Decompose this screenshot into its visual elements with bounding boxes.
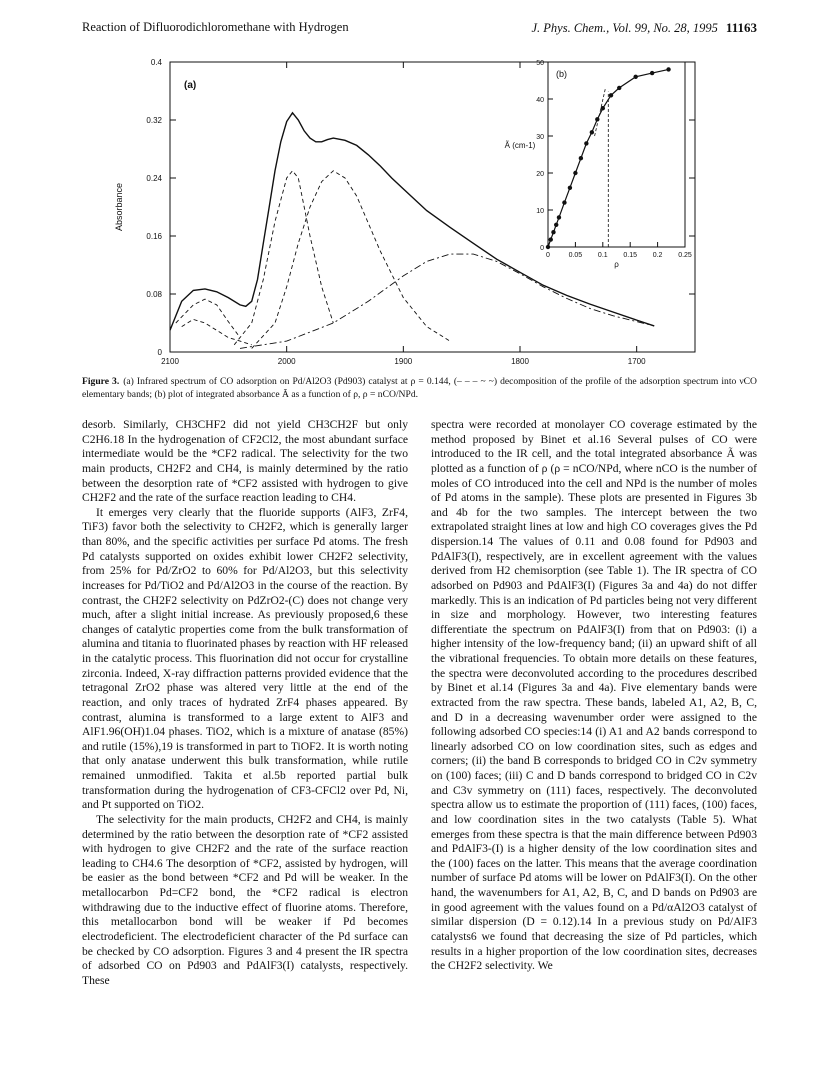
x-axis-label-a [392, 369, 474, 370]
y-tick-label-b: 50 [536, 60, 544, 67]
data-point-b [633, 75, 637, 79]
y-axis-label-b: Ã (cm-1) [504, 141, 536, 150]
running-title: Reaction of Difluorodichloromethane with Hydrogen [82, 20, 349, 34]
data-point-b [609, 93, 613, 97]
x-tick-label-b: 0.25 [678, 252, 692, 259]
y-axis-label-a: Absorbance [114, 182, 124, 232]
x-tick-label-a: 1800 [511, 357, 529, 366]
y-tick-label-b: 10 [536, 208, 544, 215]
x-tick-label-b: 0.2 [652, 252, 663, 259]
x-tick-label-a: 2000 [277, 357, 296, 366]
journal-name: J. Phys. Chem., Vol. 99, No. 28, 1995 [531, 21, 718, 35]
data-point-b [617, 86, 621, 90]
y-tick-label-b: 20 [536, 171, 544, 178]
data-point-b [568, 186, 572, 190]
text-column-right [431, 418, 757, 974]
data-point-b [650, 71, 654, 75]
data-point-b [573, 171, 577, 175]
data-point-b [584, 141, 588, 145]
data-point-b [554, 223, 558, 227]
data-point-b [546, 245, 550, 249]
data-point-b [666, 67, 670, 71]
panel-b-label: (b) [556, 69, 567, 79]
data-point-b [579, 156, 583, 160]
data-point-b [595, 117, 599, 121]
y-tick-label-a: 0.08 [146, 290, 162, 299]
data-point-b [557, 215, 561, 219]
figure-3 [0, 40, 820, 370]
data-point-b [551, 230, 555, 234]
deconvoluted-band-5 [240, 254, 654, 348]
y-tick-label-b: 40 [536, 97, 544, 104]
y-tick-label-a: 0.24 [146, 174, 162, 183]
x-tick-label-b: 0 [546, 252, 550, 259]
y-tick-label-a: 0.16 [146, 232, 162, 241]
deconvoluted-band-2 [182, 319, 252, 344]
paragraph: It emerges very clearly that the fluoride supports (AlF3, ZrF4, TiF3) favor both the selectivity to CH2F2, which is generally larger than 80%, and the specific activities per surface Pd atoms. The fresh Pd catalysts supported on oxides exhibit lower CH2F2 selectivity, from 25% for Pd/ZrO2 to 60% for Pd/Al2O3, but this selectivity increases for Pd/TiO2 and Pd/Al2O3 in the course of the reaction. By contrast, the CH2F2 selectivity on PdZrO2-(C) does not change very much, after a slight initial increase. As previously proposed,6 these changes of catalytic properties come from the bulk transformation of alumina and titania to fluorinated phases by reaction with HF released in the catalytic process. This fluorination did not occur for crystalline zirconia. Indeed, X-ray diffraction patterns provided evidence that the tetragonal ZrO2 phase was altered very little at the end of the reaction, and only traces of hydrated ZrF4 phases appeared. By contrast, alumina is transformed to a large extent to AlF3 and AlF1.96(OH)1.04 phases. TiO2, which is a mixture of anatase (85%) and rutile (15%),19 is transformed in part to TiOF2. It is worth noting that only anatase underwent this bulk transformation, while rutile remained unmodified. Takita et al.5b reported partial bulk transformation during the hydrogenation of CF3-CFCl2 over Pd, Ni, and Pt supported on TiO2. [82, 505, 408, 812]
deconvoluted-band-1 [176, 299, 240, 337]
data-point-b [562, 200, 566, 204]
x-tick-label-a: 1700 [627, 357, 646, 366]
x-tick-label-b: 0.15 [623, 252, 638, 259]
deconvoluted-band-3 [234, 171, 333, 345]
figure-3-svg [0, 40, 820, 370]
running-header [82, 20, 757, 38]
y-tick-label-a: 0 [157, 348, 162, 357]
x-tick-label-a: 2100 [161, 357, 179, 366]
text-column-left [82, 418, 408, 988]
y-tick-label-a: 0.4 [150, 58, 162, 67]
y-tick-label-a: 0.32 [146, 116, 162, 125]
data-point-b [590, 130, 594, 134]
figure-caption [82, 376, 757, 401]
x-tick-label-b: 0.05 [568, 252, 583, 259]
paragraph: desorb. Similarly, CH3CHF2 did not yield CH3CH2F but only C2H6.18 In the hydrogenation of CF2Cl2, the most abundant surface intermediate would be the *CF2 radical. The selectivity for the two main products, CH2F2 and CH4, is mainly determined by the ratio between the desorption rate of *CF2 assisted with hydrogen to give CH2F2 and the rate of the surface reaction leading to CH4. [82, 418, 408, 505]
x-tick-label-a: 1900 [394, 357, 413, 366]
paragraph: spectra were recorded at monolayer CO coverage estimated by the method proposed by Binet et al.16 Several pulses of CO were introduced to the IR cell, and the total integrated absorbance Ã was plotted as a function of ρ (ρ = nCO/NPd, where nCO is the number of moles of CO introduced into the cell and NPd is the number of moles of Pd atoms in the sample). These plots are presented in Figures 3b and 4b for the two samples. The intercept between the two extrapolated straight lines at low and high CO coverages gives the Pd dispersion.14 The values of 0.11 and 0.08 found for Pd903 and PdAlF3(I), respectively, are in excellent agreement with the values derived from H2 chemisorption (see Table 1). The IR spectra of CO adsorbed on Pd903 and PdAlF3(I) (Figures 3a and 4a) do not differ markedly. This is an indication of Pd particles being not very different in size and morphology. However, two interesting features differentiate the spectrum on PdAlF3(I) from that on Pd903: (i) a higher intensity of the low-frequency band; (ii) an upward shift of all the vibrational frequencies. To obtain more details on these features, the spectra were deconvoluted according to the procedures described by Binet et al.14 (Figures 3a and 4a). Five elementary bands were extracted from the raw spectra. These bands, labeled A1, A2, B, C, and D in a decreasing wavenumber order were assigned to the following adsorbed CO species:14 (i) A1 and A2 bands correspond to linearly adsorbed CO on low coordination sites, such as edges and corners; (ii) the band B corresponds to bridged CO in C2v symmetry on (100) faces; (iii) C and D bands correspond to bridged CO in C2v and C3v symmetry on (111) faces, respectively. The deconvoluted spectra allow us to estimate the proportion of (111) faces, (100) faces, and low coordination sites in the two catalysts (Table 5). What emerges from these spectra is that the main difference between Pd903 and PdAlF3-(I) is a higher density of the low coordination sites and the (100) faces on the latter. This means that the average coordination number of surface Pd atoms will be lower on PdAlF3(I). On the other hand, the wavenumbers for A1, A2, B, C, and D bands on Pd903 are in good agreement with the values found on a Pd/αAl2O3 catalyst of similar dispersion (D = 0.12).14 In a previous study on Pd/AlF3 catalysts6 we found that decreasing the size of Pd particles, which results in a higher proportion of the low coordination sites, decreases the CH2F2 selectivity. We [431, 418, 757, 973]
caption-text: (a) Infrared spectrum of CO adsorption on Pd/Al2O3 (Pd903) catalyst at ρ = 0.144, (– – – ~ ~) decomposition of the profile of the adsorption spectrum into νCO elementary bands; (b) plot of integrated absorbance Ã as a function of ρ, ρ = nCO/NPd. [82, 376, 757, 400]
journal-citation [531, 20, 757, 36]
paragraph: The selectivity for the main products, CH2F2 and CH4, is mainly determined by the ratio between the desorption rate of *CF2 assisted with hydrogen to give CH2F2 and the rate of the surface reaction leading to CH4.6 The desorption of *CF2, assisted by hydrogen, will be easier as the bond between *CF2 and Pd will be weaker. In the metallocarbon Pd=CF2 bond, the *CF2 radical is electron withdrawing due to the inductive effect of fluorine atoms. Therefore, this metallocarbon bond will be weaker if Pd becomes electrodeficient. The electrodeficient character of the Pd surface can be checked by CO adsorption. Figures 3 and 4 present the IR spectra of adsorbed CO on Pd903 and PdAlF3(I) catalysts, respectively. These [82, 812, 408, 987]
caption-label: Figure 3. [82, 376, 120, 387]
x-tick-label-b: 0.1 [597, 252, 608, 259]
panel-a-label: (a) [184, 80, 197, 91]
data-point-b [549, 237, 553, 241]
y-tick-label-b: 0 [540, 245, 544, 252]
y-tick-label-b: 30 [536, 134, 544, 141]
page-number: 11163 [725, 20, 757, 35]
x-axis-label-b: ρ [614, 260, 619, 269]
